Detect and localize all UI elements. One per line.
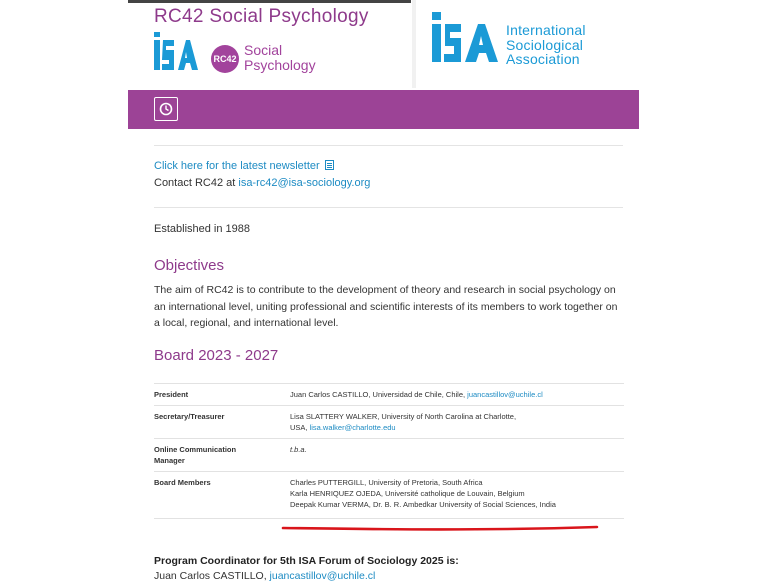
contact-row bbox=[154, 177, 370, 189]
board-member: Charles PUTTERGILL, University of Pretoria, South Africa bbox=[290, 478, 483, 487]
isa-small-logo[interactable] bbox=[154, 30, 198, 72]
objectives-text: The aim of RC42 is to contribute to the development of theory and research in social psychology on an international level, uniting professional and scientific interests of its members to work together on a local, regional, and international level. bbox=[154, 284, 618, 329]
isa-name-line2: Sociological bbox=[506, 36, 584, 53]
objectives-heading: Objectives bbox=[154, 257, 225, 274]
table-row bbox=[154, 439, 624, 472]
secretary-text-line1: Lisa SLATTERY WALKER, University of North Carolina at Charlotte, bbox=[290, 412, 517, 421]
isa-logo[interactable] bbox=[432, 12, 500, 64]
header-divider bbox=[412, 0, 416, 88]
established-text: Established in 1988 bbox=[154, 223, 251, 235]
newsletter-link[interactable]: Click here for the latest newsletter bbox=[154, 160, 320, 172]
role-president: President bbox=[154, 384, 290, 406]
board-value bbox=[290, 406, 624, 439]
isa-name-line3: Association bbox=[506, 51, 580, 67]
menu-circle-icon bbox=[159, 102, 173, 116]
red-underline-annotation bbox=[281, 524, 599, 536]
isa-name bbox=[506, 23, 586, 67]
rc42-badge: RC42 bbox=[211, 45, 239, 73]
contact-prefix: Contact RC42 at bbox=[154, 177, 239, 189]
newsletter-row bbox=[154, 160, 334, 172]
newsletter-icon[interactable] bbox=[325, 160, 334, 170]
secretary-text-country: USA, bbox=[290, 423, 310, 432]
page-title: RC42 Social Psychology bbox=[154, 6, 369, 27]
president-text: Juan Carlos CASTILLO, Universidad de Chile, Chile, bbox=[290, 390, 468, 399]
board-value bbox=[290, 384, 624, 406]
secretary-email-link[interactable]: lisa.walker@charlotte.edu bbox=[309, 423, 396, 432]
table-row bbox=[154, 384, 624, 406]
secretary-text-line2 bbox=[290, 422, 624, 433]
coordinator-title: Program Coordinator for 5th ISA Forum of Sociology 2025 is: bbox=[154, 555, 459, 567]
table-row bbox=[154, 472, 624, 519]
rc-label-line1: Social bbox=[244, 42, 283, 58]
table-row bbox=[154, 406, 624, 439]
board-heading: Board 2023 - 2027 bbox=[154, 347, 279, 364]
role-online-manager bbox=[154, 439, 290, 472]
coordinator-email-link[interactable]: juancastillov@uchile.cl bbox=[269, 570, 376, 582]
board-member: Karla HENRIQUEZ OJEDA, Université catholique de Louvain, Belgium bbox=[290, 489, 525, 498]
board-value bbox=[290, 472, 624, 519]
role-online-line1: Online Communication bbox=[154, 445, 237, 454]
coordinator-name: Juan Carlos CASTILLO, bbox=[154, 570, 270, 582]
contact-email-link[interactable]: isa-rc42@isa-sociology.org bbox=[238, 177, 371, 189]
board-table bbox=[154, 383, 624, 519]
header-top-line bbox=[128, 0, 411, 3]
divider bbox=[154, 207, 623, 208]
rc-label bbox=[244, 43, 316, 73]
role-secretary: Secretary/Treasurer bbox=[154, 406, 290, 439]
role-online-line2: Manager bbox=[154, 456, 185, 465]
isa-name-line1: International bbox=[506, 22, 586, 38]
board-value: t.b.a. bbox=[290, 439, 624, 472]
purple-banner bbox=[128, 90, 639, 129]
board-member: Deepak Kumar VERMA, Dr. B. R. Ambedkar University of Social Sciences, India bbox=[290, 500, 556, 509]
president-email-link[interactable]: juancastillov@uchile.cl bbox=[467, 390, 543, 399]
divider bbox=[154, 145, 623, 146]
menu-button[interactable] bbox=[154, 97, 178, 121]
rc-label-line2: Psychology bbox=[244, 57, 316, 73]
role-board-members: Board Members bbox=[154, 472, 290, 519]
coordinator-row bbox=[154, 570, 375, 582]
